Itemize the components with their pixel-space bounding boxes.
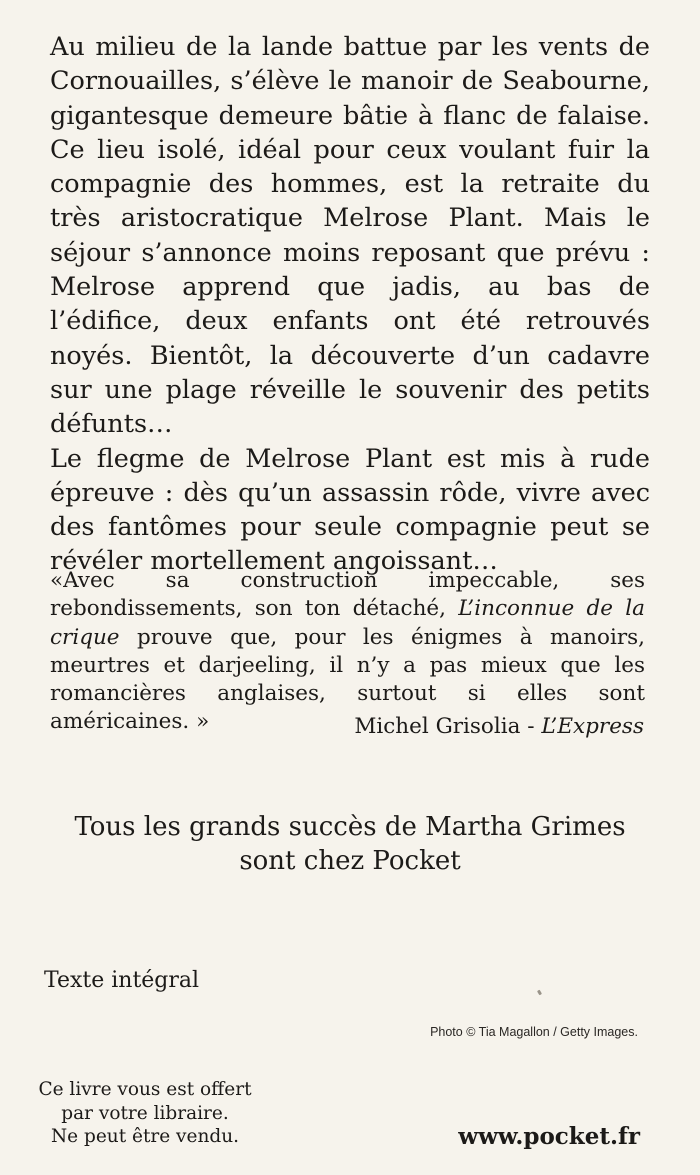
offer-notice bbox=[30, 1078, 260, 1149]
edition-note: Texte intégral bbox=[44, 968, 200, 993]
photo-credit: Photo © Tia Magallon / Getty Images. bbox=[430, 1025, 638, 1039]
promo-line-1: Tous les grands succès de Martha Grimes bbox=[74, 812, 626, 842]
review-quote-end: prouve que, pour les énigmes à manoirs, meurtres et darjeeling, il n’y a pas mieux que les romancières anglaises, surtout si elles sont américaines. » bbox=[50, 624, 645, 735]
review-book-title: L’inconnue de la crique bbox=[50, 596, 646, 650]
review-quote-start: «Avec sa construction impeccable, ses rebondissements, son ton détaché, bbox=[50, 568, 645, 622]
offer-line-3: Ne peut être vendu. bbox=[50, 1126, 240, 1147]
review-attribution bbox=[354, 713, 644, 741]
promo-line-2: sont chez Pocket bbox=[239, 846, 461, 876]
blurb-paragraph-2: Le flegme de Melrose Plant est mis à rude épreuve : dès qu’un assassin rôde, vivre avec des fantômes pour seule compagnie peut se révéler mortellement angoissant… bbox=[50, 443, 650, 577]
offer-line-1: Ce livre vous est offert bbox=[38, 1079, 252, 1100]
review-quote bbox=[50, 567, 645, 737]
review-author: Michel Grisolia - bbox=[354, 714, 542, 739]
promo bbox=[0, 810, 700, 878]
review-source: L’Express bbox=[541, 714, 644, 739]
blurb bbox=[50, 30, 650, 579]
website-url: www.pocket.fr bbox=[458, 1123, 640, 1150]
offer-line-2: par votre libraire. bbox=[61, 1102, 229, 1124]
print-speck bbox=[537, 990, 542, 996]
blurb-paragraph-1: Au milieu de la lande battue par les vents de Cornouailles, s’élève le manoir de Seabourne, gigantesque demeure bâtie à flanc de falaise. Ce lieu isolé, idéal pour ceux voulant fuir la compagnie des hommes, est la retraite du très aristocratique Melrose Plant. Mais le séjour s’annonce moins reposant que prévu : Melrose apprend que jadis, au bas de l’édifice, deux enfants ont été retrouvés noyés. Bientôt, la découverte d’un cadavre sur une plage réveille le souvenir des petits défunts… bbox=[50, 32, 650, 440]
